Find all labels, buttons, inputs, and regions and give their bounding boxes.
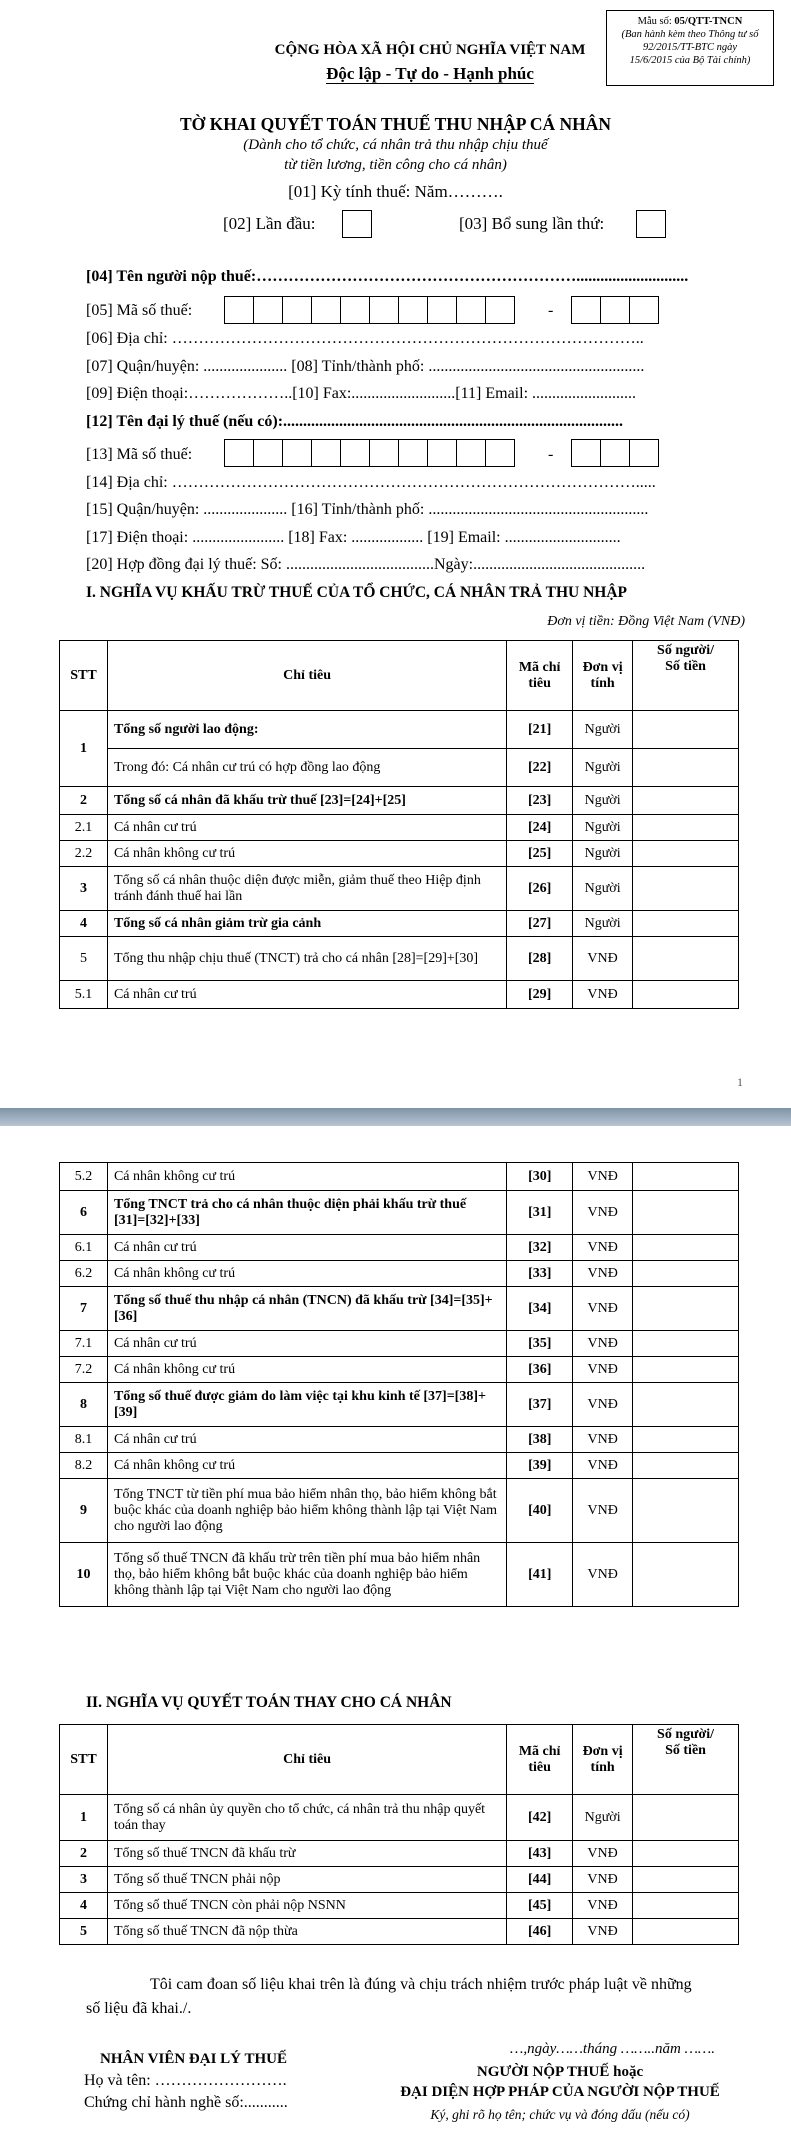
agent-contact-field[interactable]: [17] Điện thoại: ....................... [18] Fax: .................. [19] Email: ............................. <box>86 529 621 546</box>
taxpayer-address-field[interactable]: [06] Địa chỉ: …………………………………………………………………………….. <box>86 330 644 347</box>
row-value-cell[interactable] <box>633 749 739 787</box>
row-value-cell[interactable] <box>633 981 739 1009</box>
th-unit-2: Đơn vị tính <box>573 1725 633 1795</box>
row-stt: 7 <box>60 1287 108 1331</box>
row-stt: 6.2 <box>60 1261 108 1287</box>
table-row <box>60 1383 739 1427</box>
row-unit: Người <box>573 911 633 937</box>
row-code: [24] <box>507 815 573 841</box>
row-stt: 2.2 <box>60 841 108 867</box>
tin-dash: - <box>548 302 554 319</box>
row-indicator: Cá nhân cư trú <box>107 1331 506 1357</box>
row-unit: VNĐ <box>573 1357 633 1383</box>
row-unit: VNĐ <box>573 1191 633 1235</box>
table-row <box>60 1427 739 1453</box>
table-row <box>60 1919 739 1945</box>
tax-period: [01] Kỳ tính thuế: Năm………. <box>288 182 503 201</box>
row-indicator: Tổng số thuế TNCN phải nộp <box>107 1867 506 1893</box>
taxpayer-tin-branch-cells[interactable] <box>572 296 659 324</box>
row-stt: 1 <box>60 1795 108 1841</box>
row-stt: 9 <box>60 1479 108 1543</box>
table-row <box>60 1795 739 1841</box>
taxpayer-tin-cells[interactable] <box>225 296 515 324</box>
row-code: [21] <box>507 711 573 749</box>
settlement-table <box>59 1724 739 1945</box>
row-stt: 7.1 <box>60 1331 108 1357</box>
row-code: [42] <box>507 1795 573 1841</box>
taxpayer-district-province-field[interactable]: [07] Quận/huyện: ..................... [08] Tỉnh/thành phố: ...................................................... <box>86 358 645 375</box>
taxpayer-contact-field[interactable]: [09] Điện thoại:………………..[10] Fax:..........................[11] Email: .......................... <box>86 385 637 402</box>
row-stt: 5 <box>60 1919 108 1945</box>
agent-tin-cells[interactable] <box>225 439 515 467</box>
row-code: [41] <box>507 1543 573 1607</box>
row-value-cell[interactable] <box>633 1383 739 1427</box>
row-indicator: Tổng số thuế TNCN đã nộp thừa <box>107 1919 506 1945</box>
row-stt: 8 <box>60 1383 108 1427</box>
row-unit: VNĐ <box>573 1893 633 1919</box>
row-code: [40] <box>507 1479 573 1543</box>
row-unit: VNĐ <box>573 1235 633 1261</box>
form-title: TỜ KHAI QUYẾT TOÁN THUẾ THU NHẬP CÁ NHÂN <box>179 114 612 134</box>
form-subtitle-2: từ tiền lương, tiền công cho cá nhân) <box>284 157 507 173</box>
row-indicator: Cá nhân không cư trú <box>107 1261 506 1287</box>
table-row <box>60 1479 739 1543</box>
first-time-label: [02] Lần đầu: <box>223 214 316 233</box>
taxpayer-sign-title-1: NGƯỜI NỘP THUẾ hoặc <box>476 2064 644 2080</box>
row-indicator: Trong đó: Cá nhân cư trú có hợp đồng lao động <box>107 749 506 787</box>
row-value-cell[interactable] <box>633 1453 739 1479</box>
row-code: [25] <box>507 841 573 867</box>
row-stt: 2 <box>60 787 108 815</box>
agent-staff-certificate[interactable]: Chứng chỉ hành nghề số:........... <box>84 2094 288 2111</box>
row-unit: VNĐ <box>573 1287 633 1331</box>
table-row <box>60 1867 739 1893</box>
row-indicator: Cá nhân cư trú <box>107 1235 506 1261</box>
motto: Độc lập - Tự do - Hạnh phúc <box>326 64 534 83</box>
table-row <box>60 1163 739 1191</box>
row-unit: VNĐ <box>573 1383 633 1427</box>
table-row <box>60 937 739 981</box>
taxpayer-tin-label: [05] Mã số thuế: <box>86 302 193 319</box>
th-code-2: Mã chỉ tiêu <box>507 1725 573 1795</box>
page-2 <box>0 1126 791 2145</box>
row-indicator: Cá nhân cư trú <box>107 981 506 1009</box>
row-value-cell[interactable] <box>633 1261 739 1287</box>
row-value-cell[interactable] <box>633 711 739 749</box>
sign-date[interactable]: …,ngày……tháng ……..năm ……. <box>510 2041 716 2057</box>
row-indicator: Tổng số cá nhân ủy quyền cho tổ chức, cá nhân trả thu nhập quyết toán thay <box>107 1795 506 1841</box>
row-unit: Người <box>573 867 633 911</box>
row-indicator: Tổng thu nhập chịu thuế (TNCT) trả cho cá nhân [28]=[29]+[30] <box>107 937 506 981</box>
taxpayer-name-field[interactable]: [04] Tên người nộp thuế:……………………………………………………............................ <box>86 268 689 285</box>
first-time-checkbox[interactable] <box>342 210 372 238</box>
table-row <box>60 1543 739 1607</box>
row-code: [27] <box>507 911 573 937</box>
table-row <box>60 867 739 911</box>
row-stt: 10 <box>60 1543 108 1607</box>
agent-tin-label: [13] Mã số thuế: <box>86 446 193 463</box>
th-value-2: Số người/ Số tiền <box>633 1725 739 1795</box>
row-value-cell[interactable] <box>633 1191 739 1235</box>
sign-note: Ký, ghi rõ họ tên; chức vụ và đóng dấu (nếu có) <box>430 2107 690 2122</box>
row-value-cell[interactable] <box>633 1163 739 1191</box>
table-row <box>60 1841 739 1867</box>
table-row <box>60 1287 739 1331</box>
row-unit: Người <box>573 749 633 787</box>
th-indicator-2: Chỉ tiêu <box>107 1725 506 1795</box>
row-code: [26] <box>507 867 573 911</box>
row-indicator: Tổng số thuế được giảm do làm việc tại khu kinh tế [37]=[38]+[39] <box>107 1383 506 1427</box>
row-stt: 5.2 <box>60 1163 108 1191</box>
row-value-cell[interactable] <box>633 815 739 841</box>
table-row <box>60 1357 739 1383</box>
table-row <box>60 1261 739 1287</box>
obligation-table-part-1 <box>59 640 739 1009</box>
row-value-cell[interactable] <box>633 1427 739 1453</box>
table-row <box>60 911 739 937</box>
row-indicator: Tổng số cá nhân thuộc diện được miễn, giảm thuế theo Hiệp định tránh đánh thuế hai lần <box>107 867 506 911</box>
agent-tin-branch-cells[interactable] <box>572 439 659 467</box>
supplement-number-box[interactable] <box>636 210 666 238</box>
motto-wrap <box>200 64 660 84</box>
row-value-cell[interactable] <box>633 937 739 981</box>
row-unit: VNĐ <box>573 1867 633 1893</box>
row-value-cell[interactable] <box>633 1795 739 1841</box>
page-separator <box>0 1108 791 1126</box>
row-unit: VNĐ <box>573 981 633 1009</box>
row-value-cell[interactable] <box>633 1287 739 1331</box>
row-code: [22] <box>507 749 573 787</box>
th-unit: Đơn vị tính <box>573 641 633 711</box>
row-unit: VNĐ <box>573 1479 633 1543</box>
row-unit: Người <box>573 711 633 749</box>
row-code: [43] <box>507 1841 573 1867</box>
row-code: [38] <box>507 1427 573 1453</box>
section-1-title: I. NGHĨA VỤ KHẤU TRỪ THUẾ CỦA TỔ CHỨC, CÁ NHÂN TRẢ THU NHẬP <box>86 584 627 601</box>
currency-unit: Đơn vị tiền: Đồng Việt Nam (VNĐ) <box>547 614 745 629</box>
row-unit: Người <box>573 841 633 867</box>
row-indicator: Cá nhân cư trú <box>107 815 506 841</box>
section-2-title: II. NGHĨA VỤ QUYẾT TOÁN THAY CHO CÁ NHÂN <box>86 1694 452 1711</box>
row-unit: Người <box>573 1795 633 1841</box>
agent-address-field[interactable]: [14] Địa chỉ: ……………………………………………………………………………..... <box>86 474 656 491</box>
table-row <box>60 815 739 841</box>
agent-tin-dash: - <box>548 446 554 463</box>
form-subtitle-1: (Dành cho tổ chức, cá nhân trả thu nhập chịu thuế <box>243 137 548 153</box>
row-value-cell[interactable] <box>633 1331 739 1357</box>
row-stt: 1 <box>60 711 108 787</box>
row-code: [46] <box>507 1919 573 1945</box>
row-code: [44] <box>507 1867 573 1893</box>
row-stt: 2.1 <box>60 815 108 841</box>
form-note-1: (Ban hành kèm theo Thông tư số <box>621 29 759 40</box>
row-stt: 3 <box>60 867 108 911</box>
row-stt: 5 <box>60 937 108 981</box>
row-indicator: Cá nhân cư trú <box>107 1427 506 1453</box>
row-indicator: Tổng TNCT từ tiền phí mua bảo hiểm nhân thọ, bảo hiểm không bắt buộc khác của doanh nghiệp bảo hiểm không thành lập tại Việt Nam cho người lao động <box>107 1479 506 1543</box>
th-value: Số người/ Số tiền <box>633 641 739 711</box>
commitment-line-2: số liệu đã khai./. <box>86 2000 192 2017</box>
th-stt-2: STT <box>60 1725 108 1795</box>
row-code: [33] <box>507 1261 573 1287</box>
row-code: [28] <box>507 937 573 981</box>
row-stt: 6 <box>60 1191 108 1235</box>
row-stt: 4 <box>60 911 108 937</box>
row-stt: 8.1 <box>60 1427 108 1453</box>
row-indicator: Tổng số người lao động: <box>107 711 506 749</box>
row-unit: VNĐ <box>573 1841 633 1867</box>
row-code: [29] <box>507 981 573 1009</box>
th-code: Mã chỉ tiêu <box>507 641 573 711</box>
row-unit: Người <box>573 787 633 815</box>
table-row <box>60 841 739 867</box>
table-row <box>60 749 739 787</box>
table-row <box>60 1453 739 1479</box>
table-row <box>60 711 739 749</box>
row-stt: 3 <box>60 1867 108 1893</box>
page-number: 1 <box>737 1075 743 1089</box>
table-row <box>60 981 739 1009</box>
table-row <box>60 1331 739 1357</box>
row-indicator: Tổng số cá nhân giảm trừ gia cảnh <box>107 911 506 937</box>
row-code: [35] <box>507 1331 573 1357</box>
row-indicator: Tổng số thuế thu nhập cá nhân (TNCN) đã khấu trừ [34]=[35]+[36] <box>107 1287 506 1331</box>
commitment-line-1: Tôi cam đoan số liệu khai trên là đúng và chịu trách nhiệm trước pháp luật về những <box>150 1976 692 1993</box>
obligation-table-part-2 <box>59 1162 739 1607</box>
row-indicator: Tổng số thuế TNCN còn phải nộp NSNN <box>107 1893 506 1919</box>
row-code: [39] <box>507 1453 573 1479</box>
table-row <box>60 1191 739 1235</box>
row-stt: 6.1 <box>60 1235 108 1261</box>
row-unit: VNĐ <box>573 1427 633 1453</box>
row-code: [23] <box>507 787 573 815</box>
table-row <box>60 1893 739 1919</box>
row-unit: VNĐ <box>573 937 633 981</box>
nation-name: CỘNG HÒA XÃ HỘI CHỦ NGHĨA VIỆT NAM <box>274 42 586 58</box>
row-value-cell[interactable] <box>633 867 739 911</box>
row-indicator: Cá nhân không cư trú <box>107 1163 506 1191</box>
row-code: [37] <box>507 1383 573 1427</box>
form-note-3: 15/6/2015 của Bộ Tài chính) <box>629 55 751 66</box>
supplement-label: [03] Bổ sung lần thứ: <box>459 214 605 233</box>
agent-name-field[interactable]: [12] Tên đại lý thuế (nếu có):..................................................................................... <box>86 413 624 430</box>
row-unit: VNĐ <box>573 1261 633 1287</box>
row-code: [45] <box>507 1893 573 1919</box>
agent-district-province-field[interactable]: [15] Quận/huyện: ..................... [16] Tỉnh/thành phố: ....................................................... <box>86 501 649 518</box>
table-row <box>60 1235 739 1261</box>
taxpayer-sign-title-2: ĐẠI DIỆN HỢP PHÁP CỦA NGƯỜI NỘP THUẾ <box>400 2084 720 2100</box>
row-unit: VNĐ <box>573 1543 633 1607</box>
row-value-cell[interactable] <box>633 1479 739 1543</box>
row-value-cell[interactable] <box>633 1919 739 1945</box>
row-unit: Người <box>573 815 633 841</box>
row-unit: VNĐ <box>573 1919 633 1945</box>
row-indicator: Tổng TNCT trả cho cá nhân thuộc diện phải khấu trừ thuế [31]=[32]+[33] <box>107 1191 506 1235</box>
row-value-cell[interactable] <box>633 787 739 815</box>
table-row <box>60 787 739 815</box>
row-value-cell[interactable] <box>633 1867 739 1893</box>
row-indicator: Cá nhân không cư trú <box>107 841 506 867</box>
row-value-cell[interactable] <box>633 841 739 867</box>
form-note-2: 92/2015/TT-BTC ngày <box>642 42 738 53</box>
agent-contract-field[interactable]: [20] Hợp đồng đại lý thuế: Số: .....................................Ngày:........................................... <box>86 556 646 573</box>
row-value-cell[interactable] <box>633 1543 739 1607</box>
row-unit: VNĐ <box>573 1331 633 1357</box>
row-code: [31] <box>507 1191 573 1235</box>
form-number: 05/QTT-TNCN <box>674 16 743 27</box>
agent-staff-title: NHÂN VIÊN ĐẠI LÝ THUẾ <box>100 2051 287 2067</box>
row-stt: 8.2 <box>60 1453 108 1479</box>
row-unit: VNĐ <box>573 1163 633 1191</box>
row-code: [34] <box>507 1287 573 1331</box>
row-value-cell[interactable] <box>633 1235 739 1261</box>
row-value-cell[interactable] <box>633 1357 739 1383</box>
row-indicator: Cá nhân không cư trú <box>107 1357 506 1383</box>
form-number-label: Mẫu số: <box>637 16 675 27</box>
row-indicator: Cá nhân không cư trú <box>107 1453 506 1479</box>
th-stt: STT <box>60 641 108 711</box>
row-stt: 4 <box>60 1893 108 1919</box>
row-value-cell[interactable] <box>633 1841 739 1867</box>
row-unit: VNĐ <box>573 1453 633 1479</box>
row-stt: 2 <box>60 1841 108 1867</box>
agent-staff-name[interactable]: Họ và tên: ……………………. <box>84 2072 287 2089</box>
row-stt: 7.2 <box>60 1357 108 1383</box>
row-indicator: Tổng số cá nhân đã khấu trừ thuế [23]=[24]+[25] <box>107 787 506 815</box>
row-value-cell[interactable] <box>633 911 739 937</box>
row-indicator: Tổng số thuế TNCN đã khấu trừ trên tiền phí mua bảo hiểm nhân thọ, bảo hiểm không bắt buộc khác của doanh nghiệp bảo hiểm không thành lập tại Việt Nam cho người lao động <box>107 1543 506 1607</box>
th-indicator: Chỉ tiêu <box>107 641 506 711</box>
row-code: [32] <box>507 1235 573 1261</box>
row-value-cell[interactable] <box>633 1893 739 1919</box>
row-stt: 5.1 <box>60 981 108 1009</box>
row-indicator: Tổng số thuế TNCN đã khấu trừ <box>107 1841 506 1867</box>
row-code: [30] <box>507 1163 573 1191</box>
row-code: [36] <box>507 1357 573 1383</box>
